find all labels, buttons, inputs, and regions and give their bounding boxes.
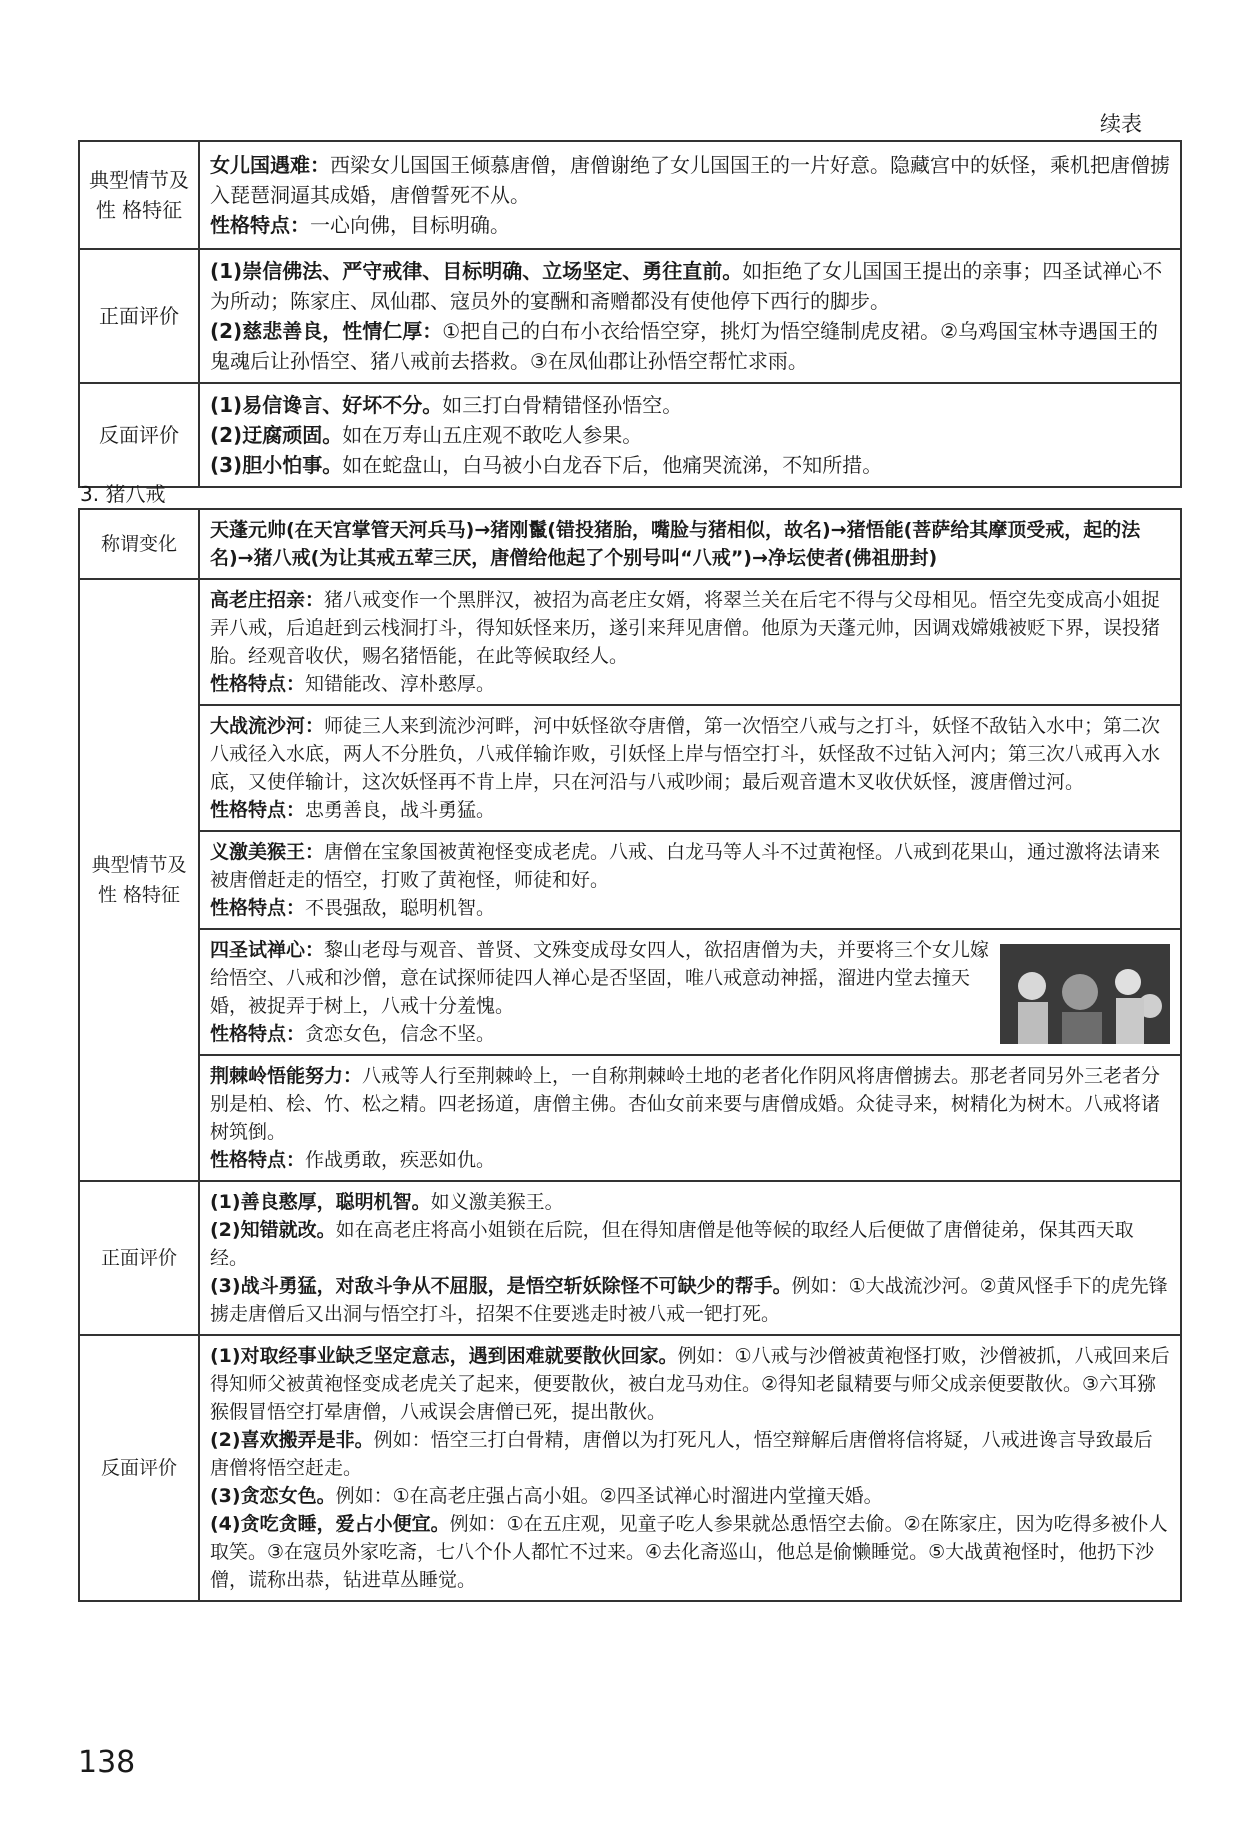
line: (2)迂腐顽固。如在万寿山五庄观不敢吃人参果。 bbox=[210, 423, 643, 447]
plot-cell: 高老庄招亲：猪八戒变作一个黑胖汉，被招为高老庄女婿，将翠兰关在后宅不得与父母相见。悟空先变成高小姐捉弄八戒，后追赶到云栈洞打斗，得知妖怪来历，遂引来拜见唐僧。他原为天蓬元帅，因调戏嫦娥被贬下界，误投猪胎。经观音收伏，赐名猪悟能，在此等候取经人。 性格特点：知错能改、淳朴憨厚。 bbox=[199, 579, 1181, 705]
table-row bbox=[79, 509, 1181, 579]
table-row bbox=[79, 1335, 1181, 1601]
table-row bbox=[79, 141, 1181, 249]
table-row bbox=[79, 249, 1181, 383]
table-row bbox=[79, 705, 1181, 831]
row-content bbox=[199, 141, 1181, 249]
table-row bbox=[79, 929, 1181, 1055]
plot-cell: 四圣试禅心：黎山老母与观音、普贤、文殊变成母女四人，欲招唐僧为夫，并要将三个女儿嫁给悟空、八戒和沙僧，意在试探师徒四人禅心是否坚固，唯八戒意动神摇，溜进内堂去撞天婚，被捉弄于树上，八戒十分羞愧。 性格特点：贪恋女色，信念不坚。 bbox=[199, 929, 1181, 1055]
illustration-image bbox=[1000, 944, 1170, 1044]
line: (2)慈悲善良，性情仁厚：①把自己的白布小衣给悟空穿，挑灯为悟空缝制虎皮裙。②乌鸡国宝林寺遇国王的鬼魂后让孙悟空、猪八戒前去搭救。③在凤仙郡让孙悟空帮忙求雨。 bbox=[210, 319, 1159, 373]
plot-cell: 义激美猴王：唐僧在宝象国被黄袍怪变成老虎。八戒、白龙马等人斗不过黄袍怪。八戒到花果山，通过激将法请来被唐僧赶走的悟空，打败了黄袍怪，师徒和好。 性格特点：不畏强敌，聪明机智。 bbox=[199, 831, 1181, 929]
row-label: 典型情节及 性 格特征 bbox=[79, 579, 199, 1181]
line: (3)胆小怕事。如在蛇盘山，白马被小白龙吞下后，他痛哭流涕，不知所措。 bbox=[210, 453, 883, 477]
line: (1)易信谗言、好坏不分。如三打白骨精错怪孙悟空。 bbox=[210, 393, 683, 417]
table-continued bbox=[78, 140, 1182, 488]
table-row bbox=[79, 579, 1181, 705]
section-title: 3. 猪八戒 bbox=[80, 482, 166, 506]
row-label: 称谓变化 bbox=[79, 509, 199, 579]
line: 女儿国遇难：西梁女儿国国王倾慕唐僧，唐僧谢绝了女儿国国王的一片好意。隐藏宫中的妖怪，乘机把唐僧掳入琵琶洞逼其成婚，唐僧誓死不从。 bbox=[210, 153, 1170, 207]
row-content: (1)对取经事业缺乏坚定意志，遇到困难就要散伙回家。例如：①八戒与沙僧被黄袍怪打败，沙僧被抓，八戒回来后得知师父被黄袍怪变成老虎关了起来，便要散伙，被白龙马劝住。②得知老鼠精要与师父成亲便要散伙。③六耳猕猴假冒悟空打晕唐僧，八戒误会唐僧已死，提出散伙。 (2)喜欢搬弄是非。例如：悟空三打白骨精，唐僧以为打死凡人，悟空辩解后唐僧将信将疑，八戒进谗言导致最后唐僧将悟空赶走。 (3)贪恋女色。例如：①在高老庄强占高小姐。②四圣试禅心时溜进内堂撞天婚。 (4)贪吃贪睡，爱占小便宜。例如：①在五庄观，见童子吃人参果就怂恿悟空去偷。②在陈家庄，因为吃得多被仆人取笑。③在寇员外家吃斋，七八个仆人都忙不过来。④去化斋巡山，他总是偷懒睡觉。⑤大战黄袍怪时，他扔下沙僧，谎称出恭，钻进草丛睡觉。 bbox=[199, 1335, 1181, 1601]
row-content: 天蓬元帅(在天宫掌管天河兵马)→猪刚鬣(错投猪胎，嘴脸与猪相似，故名)→猪悟能(菩萨给其摩顶受戒，起的法名)→猪八戒(为让其戒五荤三厌，唐僧给他起了个别号叫“八戒”)→净坛使者(佛祖册封) bbox=[199, 509, 1181, 579]
row-label: 正面评价 bbox=[79, 249, 199, 383]
table-zhubajie bbox=[78, 508, 1182, 1602]
row-content: (1)善良憨厚，聪明机智。如义激美猴王。 (2)知错就改。如在高老庄将高小姐锁在后院，但在得知唐僧是他等候的取经人后便做了唐僧徒弟，保其西天取经。 (3)战斗勇猛，对敌斗争从不屈服，是悟空斩妖除怪不可缺少的帮手。例如：①大战流沙河。②黄风怪手下的虎先锋掳走唐僧后又出洞与悟空打斗，招架不住要逃走时被八戒一钯打死。 bbox=[199, 1181, 1181, 1335]
line: 性格特点：一心向佛，目标明确。 bbox=[210, 213, 510, 237]
plot-cell: 荆棘岭悟能努力：八戒等人行至荆棘岭上，一自称荆棘岭土地的老者化作阴风将唐僧掳去。那老者同另外三老者分别是柏、桧、竹、松之精。四老扬道，唐僧主佛。杏仙女前来要与唐僧成婚。众徒寻来，树精化为树木。八戒将诸树筑倒。 性格特点：作战勇敢，疾恶如仇。 bbox=[199, 1055, 1181, 1181]
row-label: 反面评价 bbox=[79, 1335, 199, 1601]
table-row bbox=[79, 831, 1181, 929]
row-label: 正面评价 bbox=[79, 1181, 199, 1335]
row-label: 反面评价 bbox=[79, 383, 199, 487]
table-row bbox=[79, 383, 1181, 487]
line: (1)崇信佛法、严守戒律、目标明确、立场坚定、勇往直前。如拒绝了女儿国国王提出的亲事；四圣试禅心不为所动；陈家庄、凤仙郡、寇员外的宴酬和斋赠都没有使他停下西行的脚步。 bbox=[210, 259, 1163, 313]
row-content bbox=[199, 383, 1181, 487]
page-number: 138 bbox=[78, 1745, 136, 1780]
continued-label: 续表 bbox=[1100, 112, 1142, 136]
plot-cell: 大战流沙河：师徒三人来到流沙河畔，河中妖怪欲夺唐僧，第一次悟空八戒与之打斗，妖怪不敌钻入水中；第二次八戒径入水底，两人不分胜负，八戒佯输诈败，引妖怪上岸与悟空打斗，妖怪敌不过钻入河内；第三次八戒再入水底，又使佯输计，这次妖怪再不肯上岸，只在河沿与八戒吵闹；最后观音遣木叉收伏妖怪，渡唐僧过河。 性格特点：忠勇善良，战斗勇猛。 bbox=[199, 705, 1181, 831]
row-label: 典型情节及 性 格特征 bbox=[79, 141, 199, 249]
table-row bbox=[79, 1055, 1181, 1181]
row-content bbox=[199, 249, 1181, 383]
table-row bbox=[79, 1181, 1181, 1335]
